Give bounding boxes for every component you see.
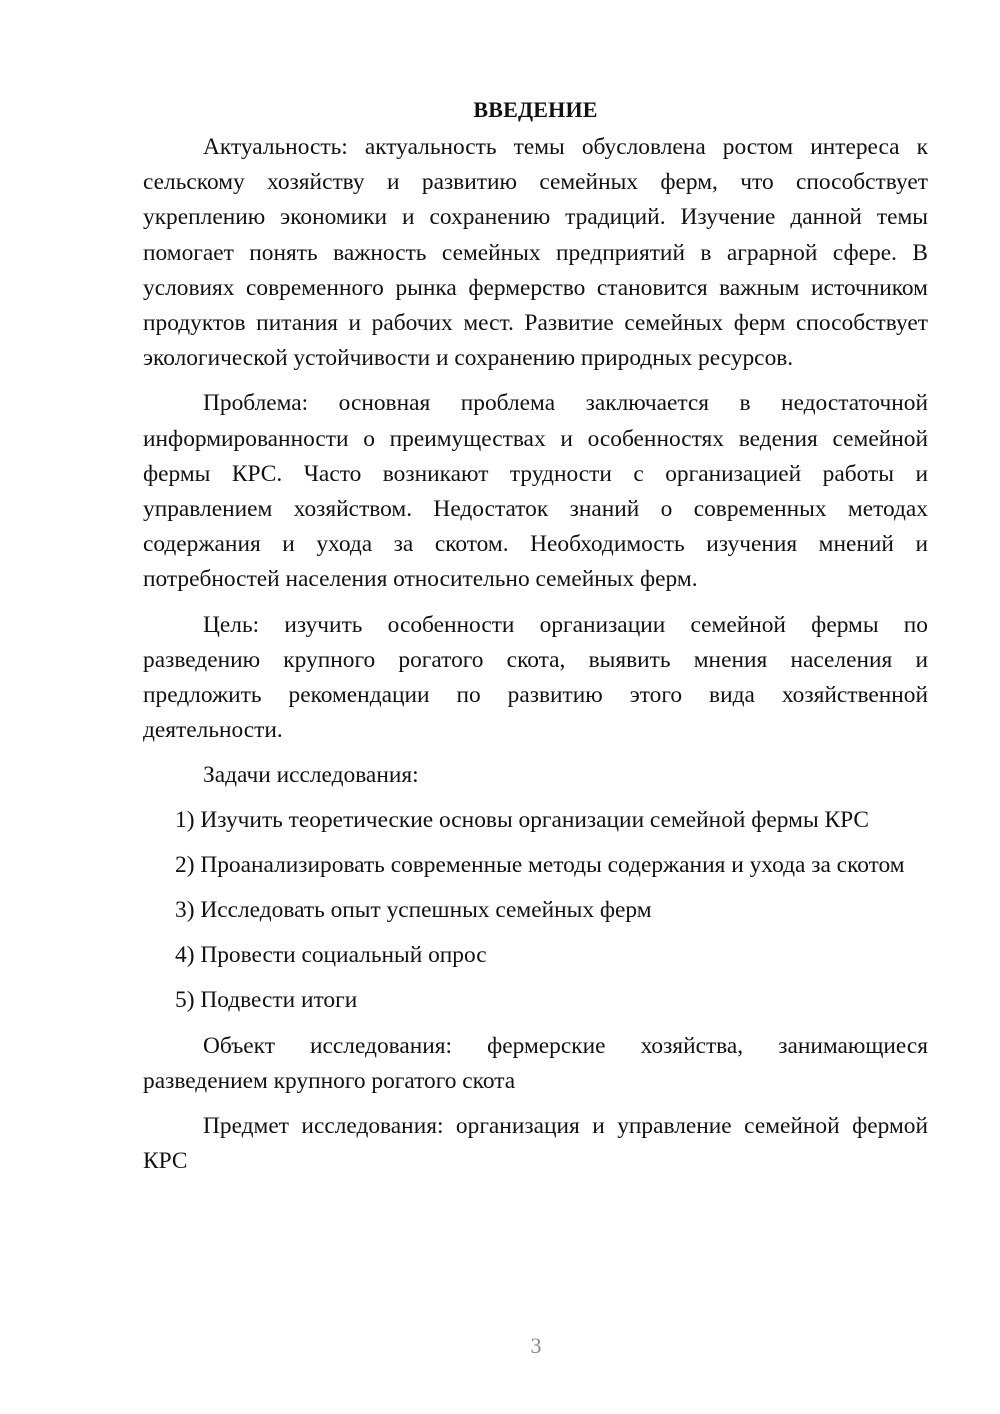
research-subject-paragraph: Предмет исследования: организация и управление семейной фермой КРС: [143, 1113, 928, 1175]
tasks-heading: Задачи исследования:: [203, 762, 419, 789]
task-item-5: 5) Подвести итоги: [175, 987, 358, 1014]
research-object-paragraph: Объект исследования: фермерские хозяйства, занимающиеся разведением крупного рогатого скота: [143, 1032, 928, 1094]
relevance-paragraph: Актуальность: актуальность темы обусловлена ростом интереса к сельскому хозяйству и развитию семейных ферм, что способствует укреплению экономики и сохранению традиций. Изучение данной темы помогает понять важность семейных предприятий в аграрной сфере. В условиях современного рынка фермерство становится важным источником продуктов питания и рабочих мест. Развитие семейных ферм способствует экологической устойчивости и сохранению природных ресурсов.: [143, 134, 928, 372]
task-item-2: 2) Проанализировать современные методы содержания и ухода за скотом: [175, 851, 905, 878]
page-title: ВВЕДЕНИЕ: [473, 97, 598, 122]
problem-paragraph: Проблема: основная проблема заключается в недостаточной информированности о преимуществах и особенностях ведения семейной фермы КРС. Часто возникают трудности с организацией работы и управлением хозяйством. Недостаток знаний о современных методах содержания и ухода за скотом. Необходимость изучения мнений и потребностей населения относительно семейных ферм.: [143, 390, 928, 593]
page-number: 3: [530, 1333, 542, 1358]
page-content: [143, 93, 928, 1179]
task-item-1: 1) Изучить теоретические основы организации семейной фермы КРС: [175, 806, 869, 833]
task-item-3: 3) Исследовать опыт успешных семейных ферм: [175, 897, 652, 924]
task-item-4: 4) Провести социальный опрос: [175, 942, 487, 969]
goal-paragraph: Цель: изучить особенности организации семейной фермы по разведению крупного рогатого скота, выявить мнения населения и предложить рекомендации по развитию этого вида хозяйственной деятельности.: [143, 611, 928, 744]
